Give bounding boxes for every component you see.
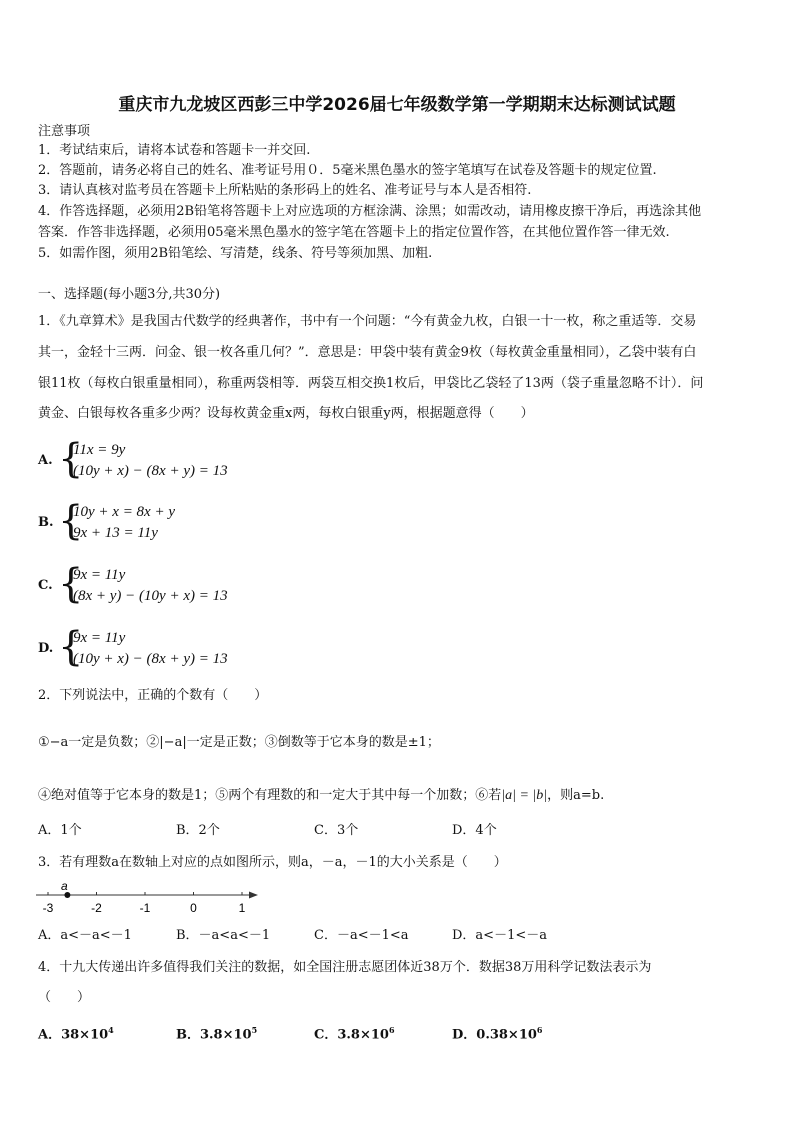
point-a-label: a (61, 879, 68, 893)
tick-label: 0 (190, 901, 197, 915)
tick-label: 1 (238, 901, 246, 915)
equation: 11x = 9y (73, 442, 126, 458)
question-3-stem: 3．若有理数a在数轴上对应的点如图所示，则a，－a，－1的大小关系是（ ） (38, 855, 507, 870)
page-title: 重庆市九龙坡区西彭三中学2026届七年级数学第一学期期末达标测试试题 (118, 95, 676, 115)
option-b (176, 1022, 257, 1043)
option-a: A．a<－a<－1 (38, 928, 132, 943)
notice-item: 1．考试结束后，请将本试卷和答题卡一并交回. (38, 143, 311, 158)
question-4-stem: 4．十九大传递出许多值得我们关注的数据，如全国注册志愿团体近38万个．数据38万用科学记数法表示为 (38, 960, 652, 975)
abs-equation: |a| = |b| (501, 788, 548, 803)
option-text: A．38×10 (38, 1027, 109, 1043)
system-brace: { (58, 498, 84, 544)
option-b: B．2个 (176, 823, 220, 838)
equation: (10y + x) − (8x + y) = 13 (73, 651, 228, 667)
notice-item: 2．答题前，请务必将自己的姓名、准考证号用０．5毫米黑色墨水的签字笔填写在试卷及答题卡的规定位置. (38, 163, 657, 178)
option-b: B．－a<a<－1 (176, 928, 271, 943)
tick-label: -3 (42, 901, 54, 915)
option-text: B．3.8×10 (176, 1027, 252, 1043)
tick-label: -1 (139, 901, 151, 915)
number-line (30, 876, 270, 920)
question-2-statement: ①−a一定是负数；②|−a|一定是正数；③倒数等于它本身的数是±1； (38, 735, 440, 750)
option-c (314, 1022, 395, 1043)
option-label: C. (38, 578, 53, 593)
question-1-line: 银11枚（每枚白银重量相同），称重两袋相等．两袋互相交换1枚后，甲袋比乙袋轻了13两（袋子重量忽略不计）．问 (38, 376, 704, 391)
notice-item: 答案．作答非选择题，必须用05毫米黑色墨水的签字笔在答题卡上的指定位置作答，在其他位置作答一律无效. (38, 225, 670, 240)
statement-text: ④绝对值等于它本身的数是1；⑤两个有理数的和一定大于其中每一个加数；⑥若 (38, 788, 502, 803)
section-heading: 一、选择题(每小题3分,共30分) (38, 287, 221, 302)
system-brace: { (58, 624, 84, 670)
option-d: D．a<－1<－a (452, 928, 547, 943)
question-1-line: 1．《九章算术》是我国古代数学的经典著作，书中有一个问题：“今有黄金九枚，白银一十一枚，称之重适等．交易 (38, 314, 697, 329)
question-2-statement (38, 788, 604, 804)
option-text: C．3.8×10 (314, 1027, 389, 1043)
exponent: 5 (251, 1025, 258, 1035)
tick-label: -2 (91, 901, 102, 915)
question-2-stem: 2．下列说法中，正确的个数有（ ） (38, 688, 268, 703)
statement-text: ，则a=b. (547, 788, 605, 803)
question-1-line: 黄金、白银每枚各重多少两？设每枚黄金重x两，每枚白银重y两，根据题意得（ ） (38, 406, 534, 421)
equation: (8x + y) − (10y + x) = 13 (73, 588, 228, 604)
notice-item: 4．作答选择题，必须用2B铅笔将答题卡上对应选项的方框涂满、涂黑；如需改动，请用橡皮擦干净后，再选涂其他 (38, 204, 702, 219)
option-label: B. (38, 515, 54, 530)
equation: 9x + 13 = 11y (73, 525, 158, 541)
equation: 9x = 11y (73, 630, 126, 646)
system-brace: { (58, 436, 84, 482)
equation: 10y + x = 8x + y (73, 504, 175, 520)
equation: (10y + x) − (8x + y) = 13 (73, 463, 228, 479)
option-a: A．1个 (38, 823, 82, 838)
question-4-stem: （ ） (38, 990, 91, 1005)
option-c: C．－a<－1<a (314, 928, 409, 943)
exponent: 6 (536, 1025, 543, 1035)
option-d: D．4个 (452, 823, 497, 838)
option-label: D. (38, 641, 54, 656)
exponent: 6 (388, 1025, 395, 1035)
notice-item: 5．如需作图，须用2B铅笔绘、写清楚，线条、符号等须加黑、加粗. (38, 246, 433, 261)
option-d (452, 1022, 543, 1043)
option-text: D．0.38×10 (452, 1027, 537, 1043)
option-c: C．3个 (314, 823, 359, 838)
option-label: A. (38, 453, 53, 468)
notice-heading: 注意事项 (38, 124, 91, 139)
question-1-line: 其一，金轻十三两．问金、银一枚各重几何？”．意思是：甲袋中装有黄金9枚（每枚黄金重量相同），乙袋中装有白 (38, 345, 697, 360)
exponent: 4 (108, 1025, 114, 1035)
system-brace: { (58, 561, 84, 607)
option-a (38, 1022, 114, 1043)
number-line-arrow (249, 892, 258, 899)
equation: 9x = 11y (73, 567, 126, 583)
notice-item: 3．请认真核对监考员在答题卡上所粘贴的条形码上的姓名、准考证号与本人是否相符. (38, 183, 532, 198)
